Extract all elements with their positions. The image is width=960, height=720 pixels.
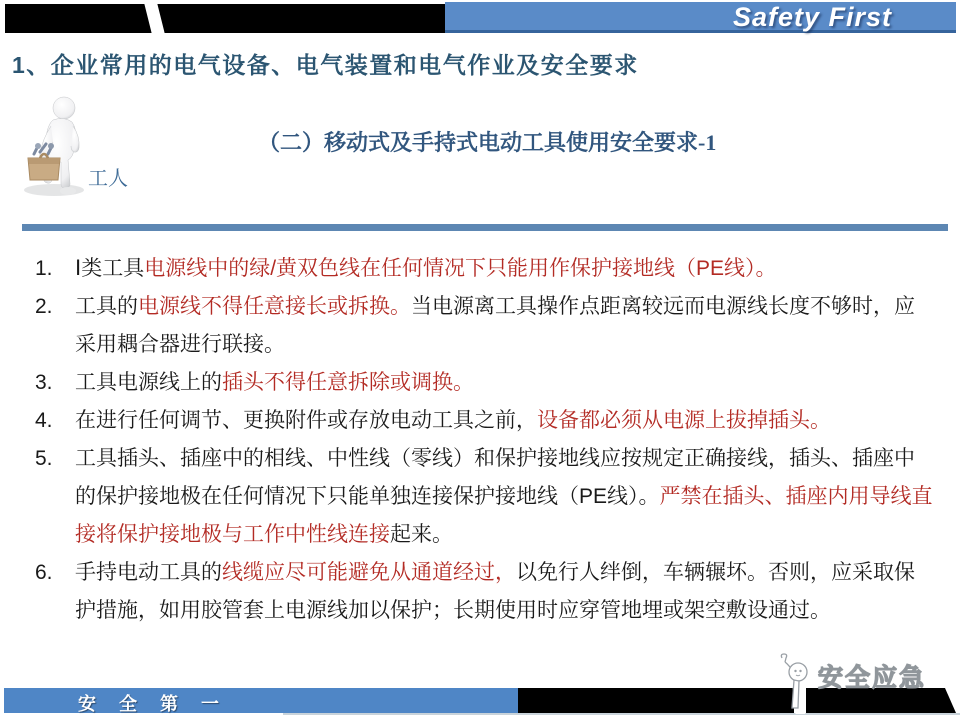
- list-item: [30, 250, 935, 288]
- section-title: 1、企业常用的电气设备、电气装置和电气作业及安全要求: [12, 52, 639, 78]
- worker-with-toolbox-icon: [20, 96, 92, 198]
- top-black-bar: [5, 4, 445, 33]
- list-item-number: 3.: [35, 371, 53, 394]
- text-segment: 插头不得任意拆除或调换。: [222, 371, 474, 394]
- text-segment: 线缆应尽可能避免从通道经过，: [222, 561, 516, 584]
- watermark-label: 安全应急: [818, 664, 927, 692]
- watermark: [776, 652, 926, 710]
- list-item-number: 4.: [35, 409, 53, 432]
- list-item: [30, 402, 935, 440]
- text-segment: 起来。: [390, 523, 453, 546]
- list-item-number: 5.: [35, 447, 53, 470]
- divider-bar: [22, 224, 948, 231]
- list-item: [30, 440, 935, 554]
- worker-label: 工人: [88, 168, 128, 190]
- text-segment: 当电源离工具操作点距离较远而电源线长度不够时，应采用耦合器进行联接。: [75, 295, 915, 356]
- text-segment: 电源线不得任意接长或拆换。: [138, 295, 411, 318]
- text-segment: Ⅰ类工具: [75, 257, 145, 280]
- footer-black-bar: [518, 688, 794, 713]
- list-item-number: 2.: [35, 295, 53, 318]
- mascot-icon: [776, 652, 814, 710]
- footer-thin-line: [283, 713, 960, 715]
- text-segment: 电源线中的绿/黄双色线在任何情况下只能用作保护接地线（PE线）。: [144, 257, 777, 280]
- text-segment: 工具电源线上的: [75, 371, 222, 394]
- list-item: [30, 288, 935, 364]
- list-item: [30, 554, 935, 630]
- top-blue-bar: [445, 2, 956, 33]
- text-segment: 在进行任何调节、更换附件或存放电动工具之前，: [75, 409, 537, 432]
- text-segment: 严禁在插头、插座内用导线直接将保护接地极与工作中性线连接: [75, 485, 933, 546]
- brand-text: Safety First: [732, 2, 892, 32]
- text-segment: 工具插头、插座中的相线、中性线（零线）和保护接地线应按规定正确接线，插头、插座中的保护接地极在任何情况下只能单独连接保护接地线（PE线）。: [75, 447, 915, 508]
- text-segment: 手持电动工具的: [75, 561, 222, 584]
- list-item-number: 6.: [35, 561, 53, 584]
- list-item: [30, 364, 935, 402]
- slide-subtitle: （二）移动式及手持式电动工具使用安全要求-1: [258, 130, 717, 155]
- list-item-number: 1.: [35, 257, 53, 280]
- text-segment: 设备都必须从电源上拔掉插头。: [537, 409, 831, 432]
- text-segment: 工具的: [75, 295, 138, 318]
- footer-slogan: 安 全 第 一: [78, 694, 229, 714]
- safety-list: [30, 250, 935, 630]
- text-segment: 以免行人绊倒，车辆辗坏。否则，应采取保护措施，如用胶管套上电源线加以保护；长期使用时应穿管地埋或架空敷设通过。: [75, 561, 915, 622]
